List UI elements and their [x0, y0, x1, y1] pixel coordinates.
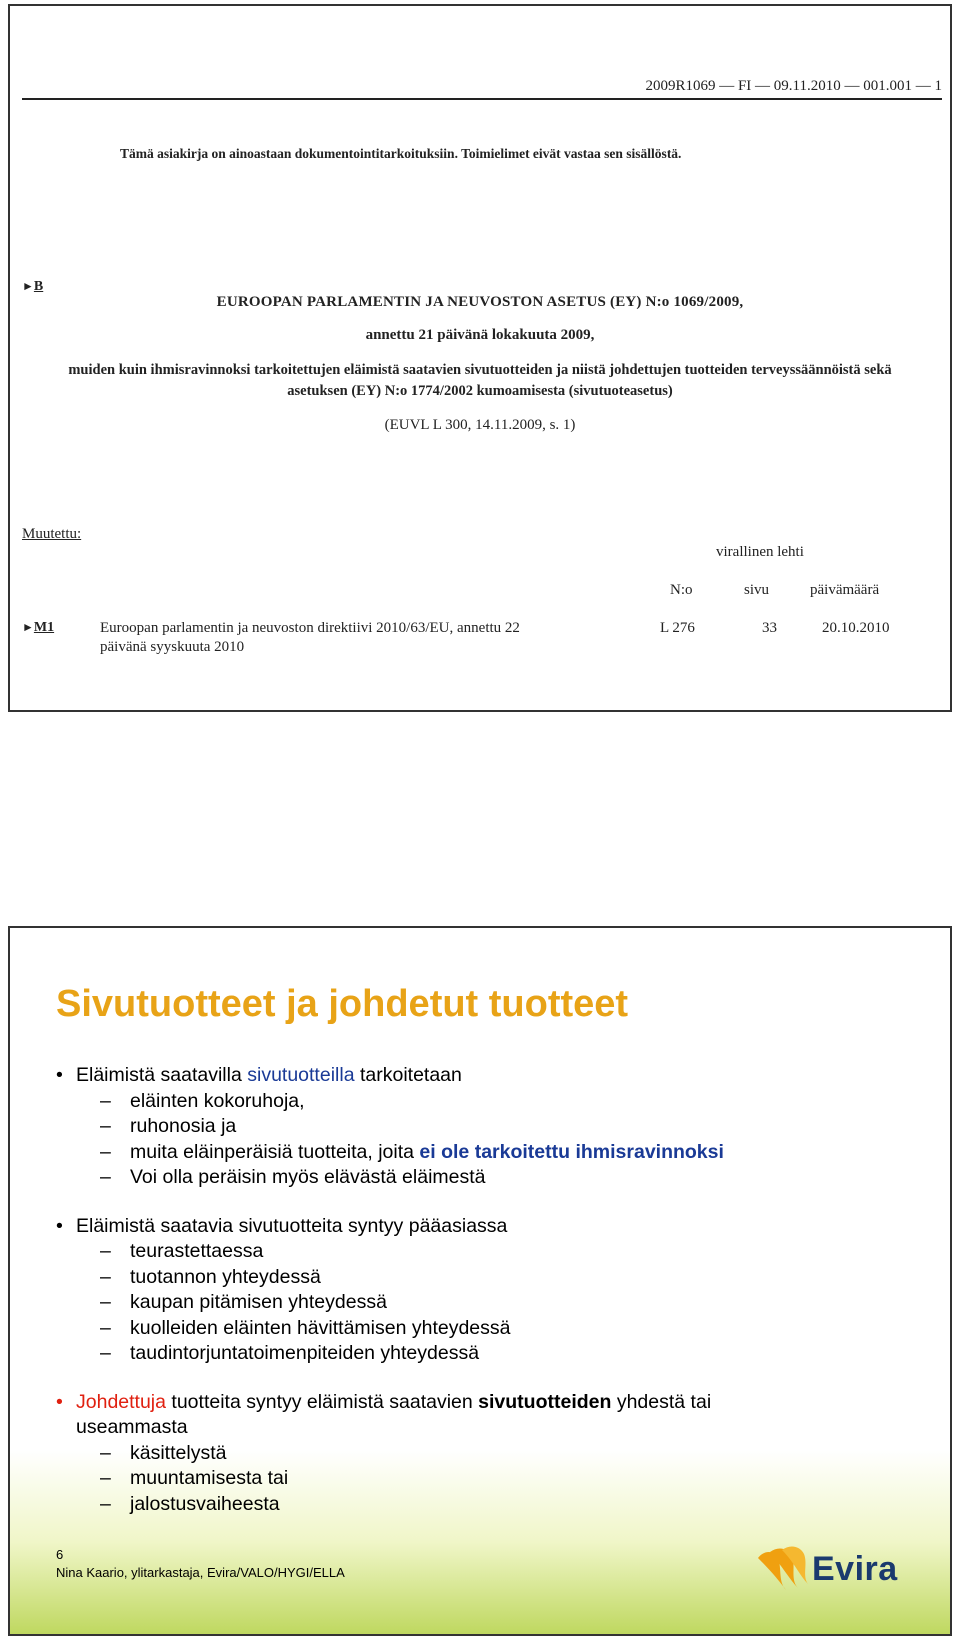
page-number: 6	[56, 1547, 64, 1562]
sub-item-text: muuntamisesta tai	[130, 1467, 289, 1489]
evira-logo-mark-icon	[752, 1544, 812, 1600]
bullet-item	[56, 1214, 916, 1240]
sub-item	[56, 1316, 916, 1342]
marker-m1	[22, 620, 54, 636]
regulation-source: (EUVL L 300, 14.11.2009, s. 1)	[384, 417, 576, 433]
dash-icon: –	[100, 1441, 111, 1464]
dash-icon: –	[100, 1140, 111, 1163]
amendment-date: 20.10.2010	[822, 620, 890, 636]
sub-item	[56, 1341, 916, 1367]
sub-item-text: eläinten kokoruhoja,	[130, 1089, 305, 1112]
bullet-item	[56, 1390, 916, 1416]
sub-item-text: kaupan pitämisen yhteydessä	[130, 1291, 387, 1313]
sub-item-text: kuolleiden eläinten hävittämisen yhteydessä	[130, 1316, 511, 1339]
sub-item-text: ruhonosia ja	[130, 1115, 237, 1137]
highlight-term: sivutuotteilla	[247, 1064, 355, 1086]
slide-body	[56, 1063, 916, 1517]
sub-item	[56, 1441, 916, 1467]
amendment-page: 33	[762, 620, 777, 636]
highlight-term: Johdettuja	[76, 1390, 166, 1413]
dash-icon: –	[100, 1467, 111, 1489]
amendment-text-line2: päivänä syyskuuta 2010	[100, 639, 245, 655]
bullet-icon: •	[56, 1214, 63, 1237]
official-journal-header: virallinen lehti	[716, 544, 804, 560]
sub-item-text: tuotannon yhteydessä	[130, 1265, 321, 1288]
marker-m1-label: M1	[33, 620, 55, 635]
sub-item	[56, 1089, 916, 1115]
marker-b-label: B	[33, 279, 44, 294]
bullet-text: Eläimistä saatavia sivutuotteita syntyy pääasiassa	[76, 1214, 508, 1237]
sub-item-text: muita eläinperäisiä tuotteita, joita	[130, 1140, 420, 1163]
document-header-id: 2009R1069 — FI — 09.11.2010 — 001.001 — 1	[645, 78, 942, 94]
dash-icon: –	[100, 1265, 111, 1288]
amended-label: Muutettu:	[22, 526, 82, 542]
marker-b	[22, 279, 43, 295]
emphasis-text: sivutuotteiden	[478, 1390, 612, 1413]
header-rule	[22, 98, 942, 100]
sub-item	[56, 1114, 916, 1140]
dash-icon: –	[100, 1089, 111, 1112]
dash-icon: –	[100, 1342, 111, 1364]
bullet-text: useammasta	[76, 1416, 188, 1438]
bullet-continuation	[56, 1415, 916, 1441]
column-date-header: päivämäärä	[810, 582, 880, 598]
regulation-date: annettu 21 päivänä lokakuuta 2009,	[365, 327, 595, 343]
sub-item-text: jalostusvaiheesta	[130, 1492, 280, 1515]
regulation-title: EUROOPAN PARLAMENTIN JA NEUVOSTON ASETUS (EY) N:o 1069/2009,	[216, 294, 744, 310]
regulation-subject: muiden kuin ihmisravinnoksi tarkoitettujen eläimistä saatavien sivutuotteiden ja niistä johdettujen tuotteiden terveyssäännöistä sekä asetuksen (EY) N:o 1774/2002 kumoamisesta (sivutuoteasetus)	[68, 362, 892, 399]
sub-item-text: käsittelystä	[130, 1441, 227, 1464]
dash-icon: –	[100, 1492, 111, 1515]
amendment-text-line1: Euroopan parlamentin ja neuvoston direktiivi 2010/63/EU, annettu 22	[100, 620, 520, 636]
evira-logo-text: Evira	[812, 1550, 898, 1588]
sub-item	[56, 1239, 916, 1265]
dash-icon: –	[100, 1166, 111, 1188]
bullet-text: tuotteita syntyy eläimistä saatavien	[166, 1390, 479, 1413]
disclaimer: Tämä asiakirja on ainoastaan dokumentointitarkoituksiin. Toimielimet eivät vastaa sen sisällöstä.	[120, 146, 682, 161]
presentation-slide	[8, 926, 952, 1636]
sub-item-text: taudintorjuntatoimenpiteiden yhteydessä	[130, 1342, 480, 1364]
bullet-item	[56, 1063, 916, 1089]
dash-icon: –	[100, 1316, 111, 1339]
emphasis-text: ei ole tarkoitettu ihmisravinnoksi	[419, 1140, 724, 1163]
bullet-text: Eläimistä saatavilla	[76, 1064, 248, 1086]
sub-item	[56, 1290, 916, 1316]
dash-icon: –	[100, 1291, 111, 1313]
dash-icon: –	[100, 1115, 111, 1137]
sub-item-text: Voi olla peräisin myös elävästä eläimestä	[130, 1166, 486, 1188]
sub-item	[56, 1140, 916, 1166]
marker-arrow-icon: ►	[22, 279, 34, 293]
sub-item	[56, 1466, 916, 1492]
slide-footer: Nina Kaario, ylitarkastaja, Evira/VALO/HYGI/ELLA	[56, 1565, 345, 1580]
bullet-text: yhdestä tai	[611, 1390, 712, 1413]
column-no-header: N:o	[670, 582, 693, 598]
sub-item-text: teurastettaessa	[130, 1240, 264, 1262]
document-slide	[8, 4, 952, 712]
slide-title: Sivutuotteet ja johdetut tuotteet	[56, 983, 629, 1025]
sub-item	[56, 1265, 916, 1291]
sub-item	[56, 1492, 916, 1518]
evira-logo	[752, 1544, 922, 1604]
dash-icon: –	[100, 1240, 111, 1262]
sub-item	[56, 1165, 916, 1191]
bullet-icon: •	[56, 1390, 63, 1413]
marker-arrow-icon: ►	[22, 620, 34, 634]
amendment-journal-no: L 276	[660, 620, 695, 636]
bullet-icon: •	[56, 1064, 63, 1086]
column-page-header: sivu	[744, 582, 770, 598]
bullet-text: tarkoitetaan	[354, 1064, 462, 1086]
